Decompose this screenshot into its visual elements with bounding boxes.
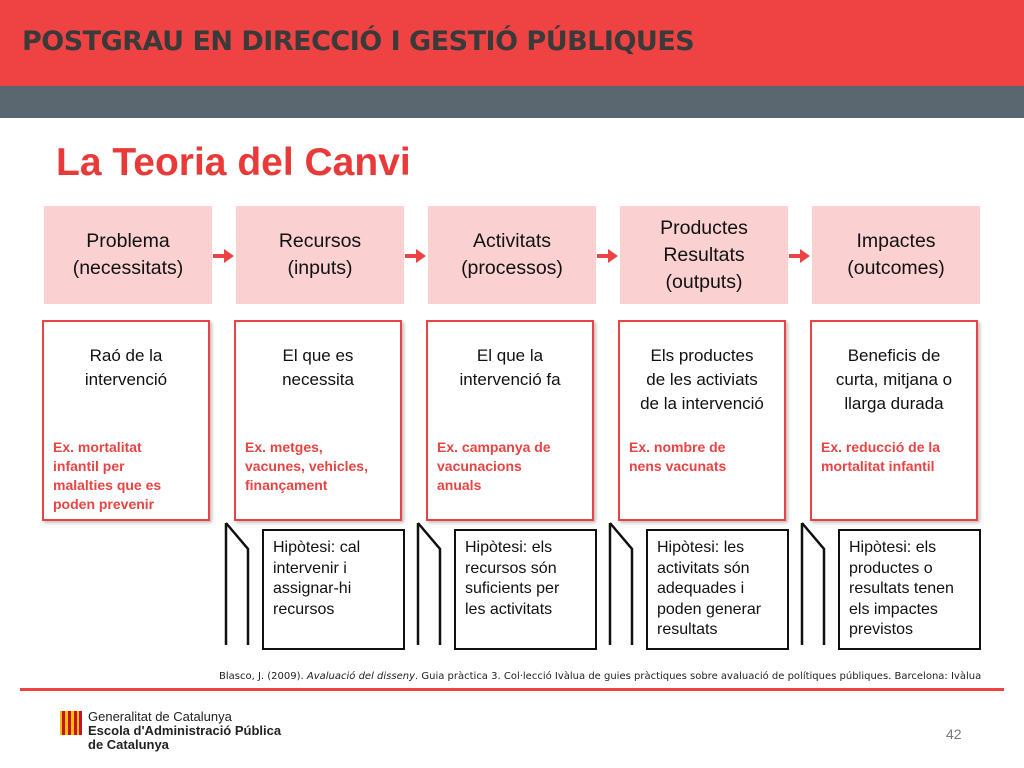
- citation: [219, 671, 981, 682]
- citation-title: Avaluació del disseny: [306, 671, 415, 682]
- description-text: Beneficis de curta, mitjana o llarga durada: [835, 346, 953, 413]
- citation-rest: . Guia pràctica 3. Col·lecció Ivàlua de guies pràctiques sobre avaluació de polítiques públiques. Barcelona: Ivàlua: [415, 671, 982, 682]
- slide-title: La Teoria del Canvi: [56, 141, 411, 184]
- description-box: [234, 320, 402, 521]
- stage-impactes: [812, 206, 980, 304]
- stage-recursos: [236, 206, 404, 304]
- hypothesis-text: Hipòtesi: les activitats són adequades i poden generar resultats: [657, 539, 762, 638]
- description-text: El que la intervenció fa: [459, 346, 561, 389]
- description-box: [426, 320, 594, 521]
- stage-label: Recursos (inputs): [278, 230, 362, 279]
- hypothesis-box: [838, 529, 981, 650]
- bracket-connector: [222, 519, 264, 649]
- description-example: Ex. campanya de vacunacions anuals: [437, 439, 551, 493]
- bracket-connector: [606, 519, 648, 649]
- header-bar: [0, 0, 1024, 86]
- citation-author: Blasco, J. (2009).: [219, 671, 307, 682]
- description-box: [810, 320, 978, 521]
- description-box: [42, 320, 210, 521]
- stage-label: Activitats (processos): [461, 230, 563, 279]
- hypothesis-text: Hipòtesi: els productes o resultats tenen els impactes previstos: [849, 539, 954, 638]
- arrow-right-icon: [597, 248, 619, 264]
- org-name-line2: Escola d'Administració Pública: [88, 723, 282, 738]
- hypothesis-text: Hipòtesi: els recursos són suficients per les activitats: [465, 539, 560, 618]
- stage-activitats: [428, 206, 596, 304]
- hypothesis-text: Hipòtesi: cal intervenir i assignar-hi recursos: [273, 539, 361, 618]
- arrow-right-icon: [213, 248, 235, 264]
- hypothesis-box: [646, 529, 789, 650]
- header-title: POSTGRAU EN DIRECCIÓ I GESTIÓ PÚBLIQUES: [22, 26, 695, 57]
- stage-label: Impactes (outcomes): [847, 230, 945, 279]
- description-box: [618, 320, 786, 521]
- arrow-right-icon: [789, 248, 811, 264]
- description-example: Ex. mortalitat infantil per malalties que es poden prevenir: [53, 439, 162, 512]
- generalitat-logo-icon: [60, 711, 82, 735]
- description-text: Raó de la intervenció: [84, 346, 168, 389]
- bracket-connector: [414, 519, 456, 649]
- org-name-line1: Generalitat de Catalunya: [88, 709, 232, 724]
- org-name-line3: de Catalunya: [88, 737, 169, 752]
- header-band: [0, 86, 1024, 118]
- bracket-connector: [798, 519, 840, 649]
- description-example: Ex. reducció de la mortalitat infantil: [821, 439, 941, 474]
- description-text: Els productes de les activiats de la intervenció: [640, 346, 764, 413]
- description-text: El que es necessita: [282, 346, 354, 389]
- stage-label: Problema (necessitats): [72, 230, 184, 279]
- stage-problema: [44, 206, 212, 304]
- hypothesis-box: [454, 529, 597, 650]
- hypothesis-box: [262, 529, 405, 650]
- stage-productes: [620, 206, 788, 304]
- description-example: Ex. metges, vacunes, vehicles, finançament: [245, 439, 368, 493]
- footer-divider: [20, 688, 1004, 691]
- description-example: Ex. nombre de nens vacunats: [629, 439, 727, 474]
- page-number: 42: [946, 726, 962, 742]
- stage-label: Productes Resultats (outputs): [660, 216, 748, 293]
- arrow-right-icon: [405, 248, 427, 264]
